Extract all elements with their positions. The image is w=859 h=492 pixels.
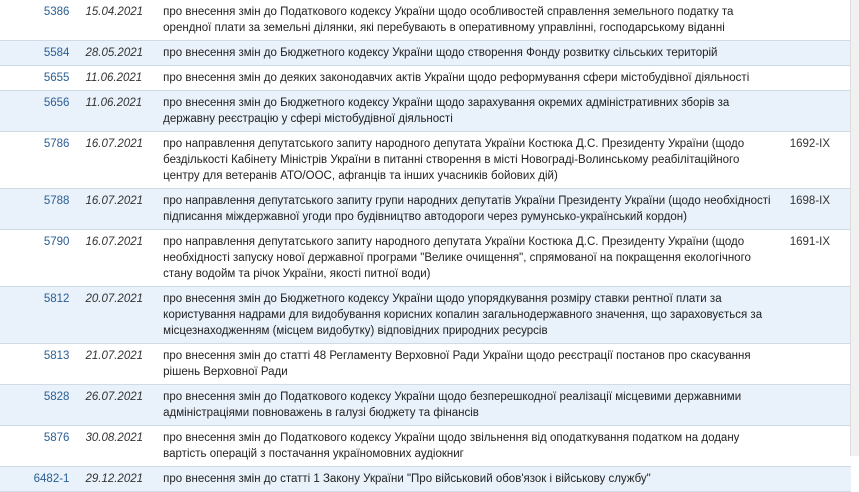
- bill-number-cell: [0, 66, 73, 91]
- bill-number-cell: [0, 467, 73, 492]
- table-row: [0, 66, 851, 91]
- bill-date: 26.07.2021: [73, 385, 159, 426]
- bill-title: про внесення змін до Бюджетного кодексу України щодо створення Фонду розвитку сільських територій: [159, 41, 790, 66]
- bill-number-link[interactable]: 5876: [43, 432, 70, 444]
- law-number: [790, 41, 851, 66]
- bill-date: 11.06.2021: [73, 91, 159, 132]
- bill-date: 16.07.2021: [73, 189, 159, 230]
- bill-date: 15.04.2021: [73, 0, 159, 41]
- bill-title: про внесення змін до Бюджетного кодексу України щодо зарахування окремих адміністративних зборів за державну реєстрацію у сфері містобудівної діяльності: [159, 91, 790, 132]
- bill-number-cell: [0, 189, 73, 230]
- table-row: [0, 467, 851, 492]
- bill-date: 29.12.2021: [73, 467, 159, 492]
- bill-date: 21.07.2021: [73, 344, 159, 385]
- bill-number-cell: [0, 287, 73, 344]
- bill-title: про внесення змін до Податкового кодексу України щодо безперешкодної реалізації місцевими державними адміністраціями повноважень в галузі бюджету та фінансів: [159, 385, 790, 426]
- table-row: [0, 385, 851, 426]
- bill-number-cell: [0, 41, 73, 66]
- bill-number-link[interactable]: 5812: [43, 293, 70, 305]
- bill-number-link[interactable]: 5656: [43, 97, 70, 109]
- bill-title: про направлення депутатського запиту групи народних депутатів України Президенту України (щодо необхідності підписання міждержавної угоди про будівництво автодороги через румунсько-український кордон): [159, 189, 790, 230]
- bill-number-link[interactable]: 5813: [43, 350, 70, 362]
- table-row: [0, 41, 851, 66]
- bill-number-cell: [0, 230, 73, 287]
- table-row: [0, 0, 851, 41]
- bill-title: про направлення депутатського запиту народного депутата України Костюка Д.С. Президенту України (щодо бездількості Кабінету Міністрів України в питанні створення в місті Новограді-Волинському реабілітаційного центру для ветеранів АТО/ООС, афганців та інших учасників бойових дій): [159, 132, 790, 189]
- bill-number-cell: [0, 385, 73, 426]
- bill-title: про внесення змін до статті 48 Регламенту Верховної Ради України щодо реєстрації постанов про скасування рішень Верховної Ради: [159, 344, 790, 385]
- bill-date: 16.07.2021: [73, 132, 159, 189]
- table-row: [0, 426, 851, 467]
- bill-number-link[interactable]: 5788: [43, 195, 70, 207]
- law-number: 1691-IX: [790, 230, 851, 287]
- law-number: [790, 66, 851, 91]
- bill-date: 30.08.2021: [73, 426, 159, 467]
- bill-date: 28.05.2021: [73, 41, 159, 66]
- law-number: [790, 0, 851, 41]
- table-row: [0, 91, 851, 132]
- bill-title: про внесення змін до Податкового кодексу України щодо звільнення від оподаткування податком на додану вартість операцій з постачання україномовних аудіокниг: [159, 426, 790, 467]
- bill-number-link[interactable]: 5828: [43, 391, 70, 403]
- law-number: [790, 426, 851, 467]
- law-number: [790, 385, 851, 426]
- table-row: [0, 189, 851, 230]
- bill-number-cell: [0, 344, 73, 385]
- law-number: [790, 91, 851, 132]
- bill-number-link[interactable]: 5655: [43, 72, 70, 84]
- bill-title: про внесення змін до статті 1 Закону України "Про військовий обов'язок і військову службу": [159, 467, 790, 492]
- table-row: [0, 344, 851, 385]
- bill-date: 16.07.2021: [73, 230, 159, 287]
- bill-title: про внесення змін до Бюджетного кодексу України щодо упорядкування розміру ставки рентної плати за користування надрами для видобування корисних копалин загальнодержавного значення, що зараховується за місцезнаходженням (місцем видобутку) відповідних природних ресурсів: [159, 287, 790, 344]
- law-number: [790, 287, 851, 344]
- table-row: [0, 230, 851, 287]
- bill-number-cell: [0, 91, 73, 132]
- bill-number-link[interactable]: 5790: [43, 236, 70, 248]
- law-number: [790, 344, 851, 385]
- bill-number-link[interactable]: 5786: [43, 138, 70, 150]
- bill-number-link[interactable]: 5386: [43, 6, 70, 18]
- bill-number-cell: [0, 426, 73, 467]
- bill-number-link[interactable]: 5584: [43, 47, 70, 59]
- bill-number-link[interactable]: 6482-1: [33, 473, 70, 485]
- law-number: 1698-IX: [790, 189, 851, 230]
- law-number: 1692-IX: [790, 132, 851, 189]
- law-number: [790, 467, 851, 492]
- bill-title: про направлення депутатського запиту народного депутата України Костюка Д.С. Президенту України (щодо необхідності запуску нової державної програми "Велике очищення", спрямованої на покращення екологічного стану водойм та річок України, якості питної води): [159, 230, 790, 287]
- scrollbar[interactable]: [850, 0, 859, 456]
- bill-date: 20.07.2021: [73, 287, 159, 344]
- bill-date: 11.06.2021: [73, 66, 159, 91]
- table-row: [0, 132, 851, 189]
- bill-number-cell: [0, 0, 73, 41]
- bill-title: про внесення змін до Податкового кодексу України щодо особливостей справлення земельного податку та орендної плати за земельні ділянки, які перебувають в оперативному управлінні, господарському віданні: [159, 0, 790, 41]
- bill-number-cell: [0, 132, 73, 189]
- bill-title: про внесення змін до деяких законодавчих актів України щодо реформування сфери містобудівної діяльності: [159, 66, 790, 91]
- table-row: [0, 287, 851, 344]
